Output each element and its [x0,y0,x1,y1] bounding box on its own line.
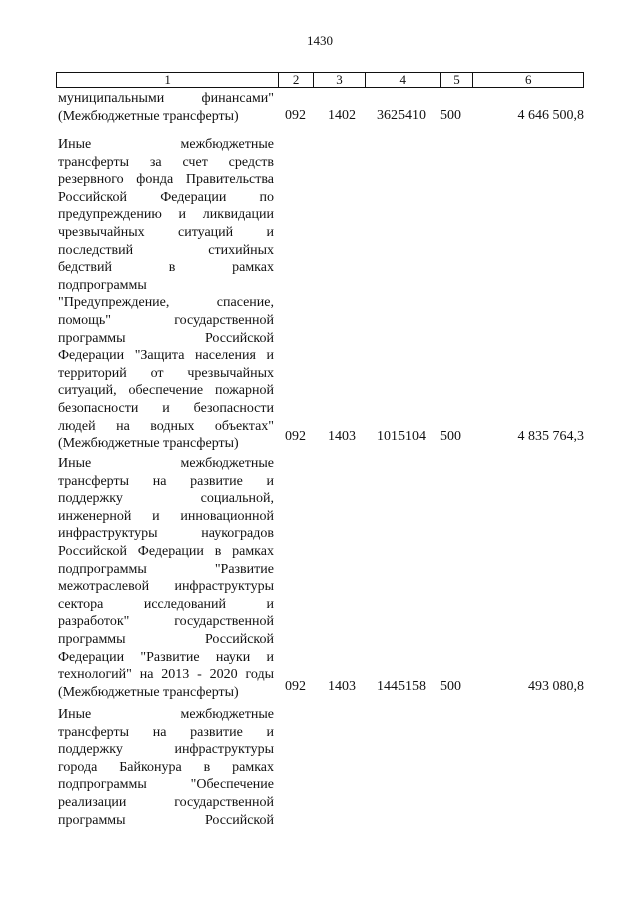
cell-amount: 493 080,8 [528,679,584,694]
description-line: безопасности и безопасности [58,400,274,416]
table-header [56,72,584,88]
description-line: людей на водных объектах" [58,418,274,434]
description-line: инженерной и инновационной [58,508,274,524]
description-line: подпрограммы "Обеспечение [58,777,274,793]
description-line: города Байконура в рамках [58,759,274,775]
description-line: трансферты за счет средств [58,154,274,170]
cell-target-code: 3625410 [377,108,426,123]
description-line: предупреждению и ликвидации [58,207,274,223]
description-line: (Межбюджетные трансферты) [58,684,239,700]
description-line: разработок" государственной [58,614,274,630]
description-line: технологий" на 2013 - 2020 годы [58,667,274,683]
description-line: сектора исследований и [58,596,274,612]
description-line: бедствий в рамках [58,260,274,276]
cell-expense-type: 500 [440,108,461,123]
cell-target-code: 1445158 [377,679,426,694]
cell-ministry-code: 092 [285,108,306,123]
row-description [58,455,274,701]
column-header-1: 1 [57,73,279,87]
description-line: Иные межбюджетные [58,707,274,722]
description-line: Федерации "Развитие науки и [58,649,274,665]
cell-section-code: 1403 [328,429,356,444]
page-number: 1430 [307,33,333,48]
description-line: Российской Федерации по [58,189,274,205]
description-line: межотраслевой инфраструктуры [58,579,274,595]
description-line: программы Российской [58,812,274,828]
cell-ministry-code: 092 [285,679,306,694]
row-description [58,90,274,125]
description-line: (Межбюджетные трансферты) [58,108,239,124]
description-line: муниципальными финансами" [58,91,274,106]
description-line: чрезвычайных ситуаций и [58,224,274,240]
row-description [58,136,274,453]
column-header-5: 5 [441,73,474,87]
column-header-4: 4 [366,73,441,87]
description-line: Иные межбюджетные [58,456,274,471]
description-line: территорий от чрезвычайных [58,365,274,381]
description-line: трансферты на развитие и [58,473,274,489]
description-line: подпрограммы "Развитие [58,561,274,577]
description-line: (Межбюджетные трансферты) [58,436,239,452]
description-line: поддержку социальной, [58,491,274,507]
column-header-3: 3 [314,73,366,87]
cell-section-code: 1403 [328,679,356,694]
description-line: "Предупреждение, спасение, [58,295,274,311]
description-line: Российской Федерации в рамках [58,543,274,559]
description-line: программы Российской [58,631,274,647]
cell-ministry-code: 092 [285,429,306,444]
cell-section-code: 1402 [328,108,356,123]
cell-amount: 4 835 764,3 [517,429,584,444]
description-line: подпрограммы [58,277,147,293]
description-line: ситуаций, обеспечение пожарной [58,383,274,399]
description-line: помощь" государственной [58,312,274,328]
column-header-6: 6 [524,72,532,87]
row-description [58,706,274,829]
description-line: реализации государственной [58,794,274,810]
column-header-2: 2 [279,73,314,87]
cell-expense-type: 500 [440,429,461,444]
description-line: резервного фонда Правительства [58,172,274,188]
description-line: трансферты на развитие и [58,724,274,740]
cell-target-code: 1015104 [377,429,426,444]
description-line: поддержку инфраструктуры [58,742,274,758]
description-line: программы Российской [58,330,274,346]
description-line: последствий стихийных [58,242,274,258]
description-line: инфраструктуры наукоградов [58,526,274,542]
description-line: Федерации "Защита населения и [58,348,274,364]
description-line: Иные межбюджетные [58,137,274,152]
cell-amount: 4 646 500,8 [517,108,584,123]
cell-expense-type: 500 [440,679,461,694]
